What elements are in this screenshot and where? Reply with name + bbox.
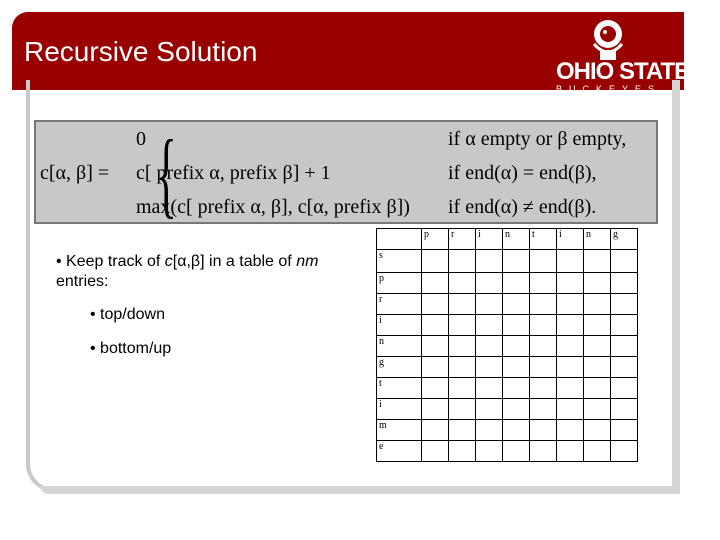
row-header: i [377, 399, 422, 420]
logo-subtitle: BUCKEYES [556, 84, 662, 94]
table-cell [530, 250, 557, 273]
column-header: i [557, 229, 584, 250]
table-cell [476, 315, 503, 336]
table-cell [449, 357, 476, 378]
table-cell [584, 378, 611, 399]
table-cell [530, 294, 557, 315]
table-cell [557, 294, 584, 315]
case3-value: max(c[ prefix α, β], c[α, prefix β]) [136, 196, 410, 218]
row-header: p [377, 273, 422, 294]
table-cell [449, 315, 476, 336]
slide-frame-right [672, 80, 680, 492]
row-header: m [377, 420, 422, 441]
dp-table [376, 228, 638, 462]
row-header: n [377, 336, 422, 357]
column-header: t [530, 229, 557, 250]
table-cell [476, 399, 503, 420]
column-header: g [611, 229, 638, 250]
table-cell [611, 441, 638, 462]
row-header: r [377, 294, 422, 315]
table-cell [422, 357, 449, 378]
table-cell [422, 420, 449, 441]
table-cell [530, 399, 557, 420]
table-cell [503, 315, 530, 336]
column-header: n [584, 229, 611, 250]
logo-wordmark: OHIO STATE [556, 58, 690, 85]
table-cell [449, 250, 476, 273]
table-cell [476, 378, 503, 399]
table-cell [611, 336, 638, 357]
table-cell [584, 420, 611, 441]
row-header: g [377, 357, 422, 378]
table-corner [377, 229, 422, 250]
table-cell [584, 250, 611, 273]
table-cell [584, 441, 611, 462]
bullet-bottom-up: • bottom/up [90, 340, 172, 357]
table-cell [476, 420, 503, 441]
column-header: p [422, 229, 449, 250]
table-cell [557, 420, 584, 441]
table-cell [530, 336, 557, 357]
table-cell [476, 250, 503, 273]
bullet-top-down: • top/down [90, 306, 165, 323]
table-cell [503, 420, 530, 441]
table-cell [503, 441, 530, 462]
table-cell [584, 273, 611, 294]
row-header: s [377, 250, 422, 273]
table-cell [476, 357, 503, 378]
table-cell [557, 441, 584, 462]
table-cell [503, 357, 530, 378]
bullet-keep-track [56, 252, 356, 292]
bullet-text: • Keep track of [56, 253, 165, 270]
table-cell [422, 399, 449, 420]
bullet-nm: nm [296, 253, 319, 270]
formula-brace: { [156, 120, 177, 227]
table-cell [449, 420, 476, 441]
bullet-args: [α,β] [172, 253, 205, 270]
table-cell [557, 315, 584, 336]
table-cell [584, 294, 611, 315]
table-cell [557, 357, 584, 378]
table-cell [611, 420, 638, 441]
table-cell [503, 378, 530, 399]
table-cell [449, 336, 476, 357]
case2-condition: if end(α) = end(β), [448, 162, 597, 184]
table-cell [557, 399, 584, 420]
formula-lhs: c[α, β] = [40, 162, 110, 184]
table-cell [503, 399, 530, 420]
table-cell [611, 273, 638, 294]
table-cell [449, 378, 476, 399]
table-cell [584, 357, 611, 378]
column-header: r [449, 229, 476, 250]
table-cell [476, 273, 503, 294]
bullet-text-end: entries: [56, 273, 109, 290]
row-header: i [377, 315, 422, 336]
table-cell [584, 336, 611, 357]
bullet-c: c [164, 253, 173, 270]
bullet-text-mid: in a table of [204, 253, 297, 270]
case1-condition: if α empty or β empty, [448, 128, 627, 150]
table-cell [557, 273, 584, 294]
table-cell [449, 273, 476, 294]
table-cell [530, 378, 557, 399]
table-cell [611, 357, 638, 378]
column-header: n [503, 229, 530, 250]
case3-condition: if end(α) ≠ end(β). [448, 196, 597, 218]
table-cell [503, 250, 530, 273]
table-cell [503, 273, 530, 294]
table-cell [530, 441, 557, 462]
table-cell [530, 420, 557, 441]
slide-title: Recursive Solution [24, 36, 258, 67]
table-cell [530, 315, 557, 336]
row-header: e [377, 441, 422, 462]
row-header: t [377, 378, 422, 399]
table-cell [422, 273, 449, 294]
table-cell [422, 378, 449, 399]
table-cell [557, 378, 584, 399]
table-cell [611, 315, 638, 336]
table-cell [449, 399, 476, 420]
column-header: i [476, 229, 503, 250]
table-cell [422, 294, 449, 315]
table-cell [449, 441, 476, 462]
table-cell [584, 399, 611, 420]
table-cell [530, 357, 557, 378]
table-cell [584, 315, 611, 336]
table-cell [476, 336, 503, 357]
table-cell [503, 294, 530, 315]
table-cell [611, 250, 638, 273]
table-cell [449, 294, 476, 315]
slide-frame-bottom [40, 486, 680, 494]
case2-value: c[ prefix α, prefix β] + 1 [136, 162, 331, 184]
table-cell [422, 336, 449, 357]
recurrence-formula [34, 120, 658, 227]
table-cell [611, 378, 638, 399]
case1-value: 0 [136, 128, 146, 150]
table-cell [422, 441, 449, 462]
table-cell [557, 336, 584, 357]
table-cell [476, 294, 503, 315]
table-cell [611, 399, 638, 420]
table-cell [557, 250, 584, 273]
table-cell [422, 315, 449, 336]
table-cell [422, 250, 449, 273]
table-cell [503, 336, 530, 357]
table-cell [611, 294, 638, 315]
table-cell [530, 273, 557, 294]
table-cell [476, 441, 503, 462]
